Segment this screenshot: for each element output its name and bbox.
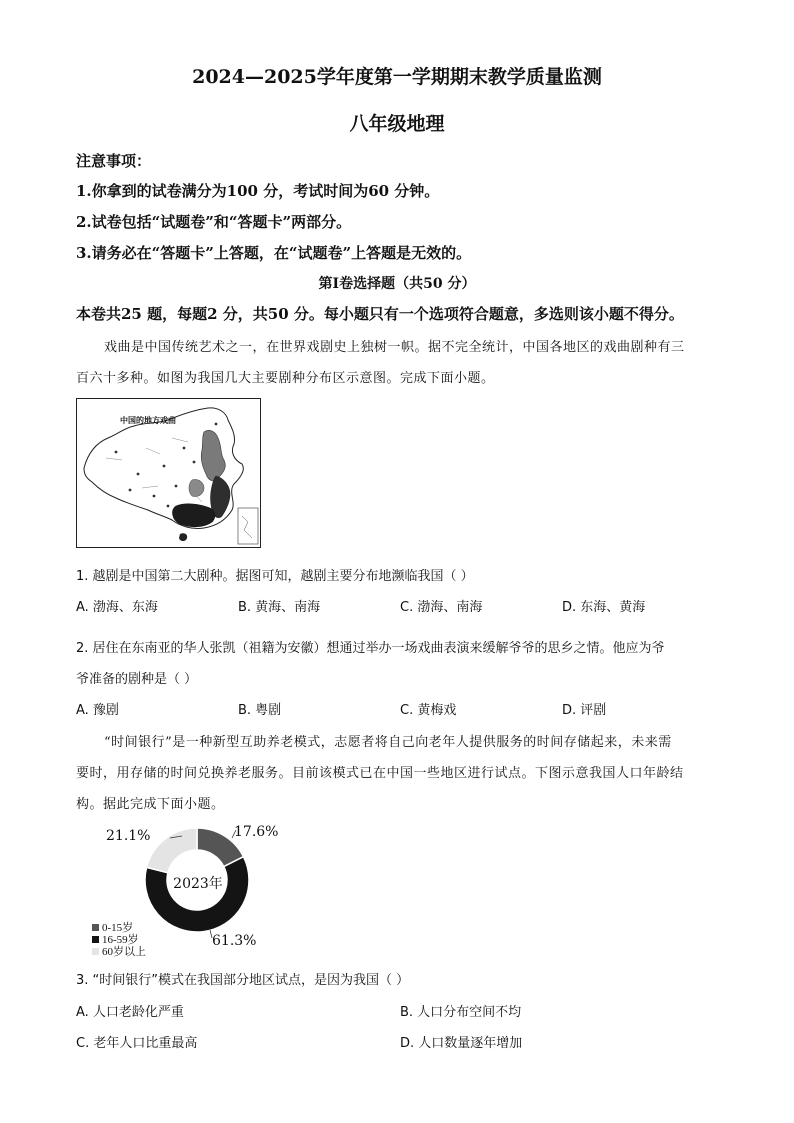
legend-swatch [92, 924, 99, 931]
q1-option-b: B. 黄海、南海 [238, 600, 321, 615]
q3-option-b: B. 人口分布空间不均 [400, 1005, 522, 1020]
q3-option-d: D. 人口数量逐年增加 [400, 1036, 523, 1051]
passage2-line3: 构。据此完成下面小题。 [76, 797, 225, 812]
notice-heading: 注意事项： [76, 152, 152, 170]
legend-label: 0-15岁 [102, 922, 134, 934]
passage1-line1: 戏曲是中国传统艺术之一，在世界戏剧史上独树一帜。据不完全统计，中国各地区的戏曲剧种有三 [104, 340, 685, 355]
q2-line2: 爷准备的剧种是（ ） [76, 672, 198, 687]
slice-60-plus [147, 828, 197, 873]
notice-item-1: 1.你拿到的试卷满分为100 分，考试时间为60 分钟。 [76, 182, 440, 200]
legend-label: 60岁以上 [102, 946, 146, 958]
passage2-line2: 要时，用存储的时间兑换养老服务。目前该模式已在中国一些地区进行试点。下图示意我国人口年龄结 [76, 766, 684, 781]
opera-map-figure [76, 398, 261, 548]
donut-center-label: 2023年 [173, 876, 223, 892]
section-instruction: 本卷共25 题，每题2 分，共50 分。每小题只有一个选项符合题意，多选则该小题不得分。 [76, 305, 684, 323]
exam-title: 2024—2025学年度第一学期期末教学质量监测 [192, 66, 602, 88]
legend-label: 16-59岁 [102, 934, 139, 946]
q1-option-c: C. 渤海、南海 [400, 600, 483, 615]
q2-line1: 2. 居住在东南亚的华人张凯（祖籍为安徽）想通过举办一场戏曲表演来缓解爷爷的思乡之情。他应为爷 [76, 641, 665, 656]
legend-item-60-plus [92, 943, 146, 959]
q1-stem: 1. 越剧是中国第二大剧种。据图可知，越剧主要分布地濒临我国（ ） [76, 569, 474, 584]
value-label-0-15: 17.6% [234, 824, 279, 840]
notice-item-2: 2.试卷包括“试题卷”和“答题卡”两部分。 [76, 213, 352, 231]
q2-option-c: C. 黄梅戏 [400, 703, 457, 718]
section-title: 第Ⅰ卷选择题（共50 分） [318, 276, 476, 292]
value-label-60-plus: 21.1% [106, 828, 151, 844]
notice-item-3: 3.请务必在“答题卡”上答题，在“试题卷”上答题是无效的。 [76, 244, 472, 262]
q1-option-d: D. 东海、黄海 [562, 600, 646, 615]
q2-option-d: D. 评剧 [562, 703, 607, 718]
q3-option-a: A. 人口老龄化严重 [76, 1005, 184, 1020]
q3-option-c: C. 老年人口比重最高 [76, 1036, 198, 1051]
legend-swatch [92, 936, 99, 943]
q1-option-a: A. 渤海、东海 [76, 600, 158, 615]
q3-stem: 3. “时间银行”模式在我国部分地区试点，是因为我国（ ） [76, 973, 410, 988]
q2-option-a: A. 豫剧 [76, 703, 119, 718]
exam-subtitle: 八年级地理 [349, 113, 445, 135]
legend-swatch [92, 948, 99, 955]
passage2-line1: “时间银行”是一种新型互助养老模式，志愿者将自己向老年人提供服务的时间存储起来，未来需 [104, 735, 672, 750]
map-label: 中国的地方戏曲 [120, 416, 176, 425]
value-label-16-59: 61.3% [212, 933, 257, 949]
passage1-line2: 百六十多种。如图为我国几大主要剧种分布区示意图。完成下面小题。 [76, 371, 495, 386]
q2-option-b: B. 粤剧 [238, 703, 282, 718]
